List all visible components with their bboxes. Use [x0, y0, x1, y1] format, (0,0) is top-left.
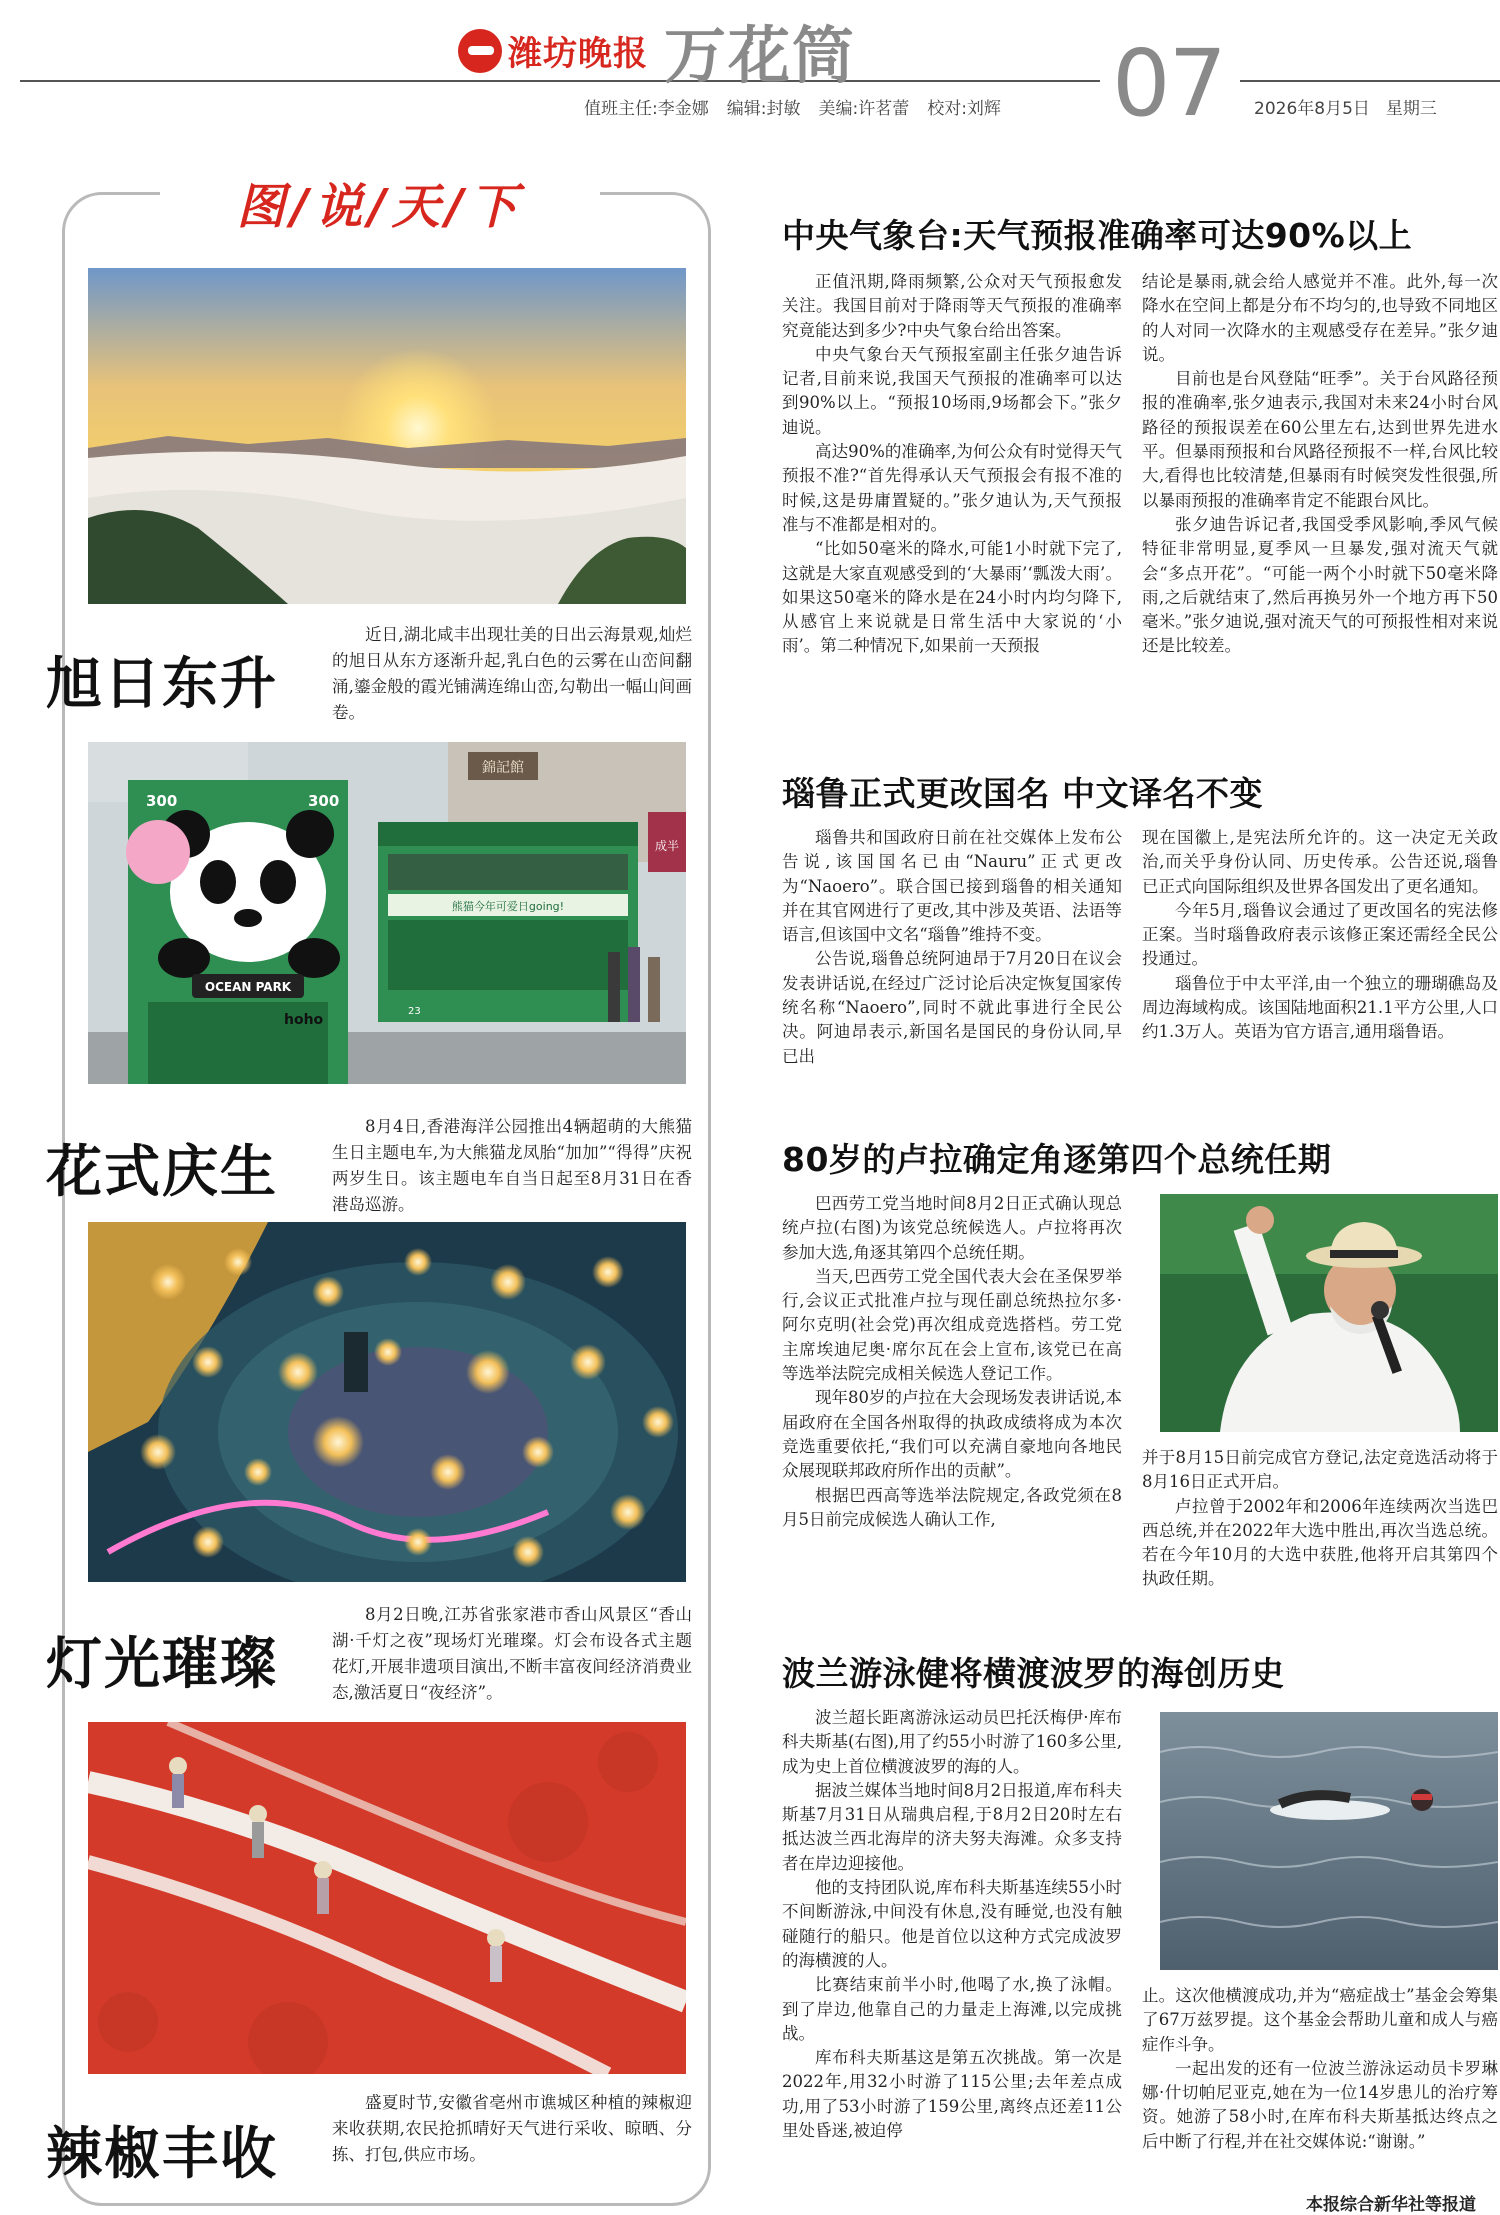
article-paragraph: 今年5月,瑙鲁议会通过了更改国名的宪法修正案。当时瑙鲁政府表示该修正案还需经全民公投通过。 [1142, 900, 1498, 969]
masthead-rule-right [1240, 80, 1500, 82]
issue-date [1254, 94, 1453, 119]
section-name: 万花筒 [664, 19, 857, 92]
article-paragraph: 波兰超长距离游泳运动员巴托沃梅伊·库布科夫斯基(右图),用了约55小时游了160多公里,成为史上首位横渡波罗的海的人。 [782, 1708, 1122, 1776]
article-swim-col1 [782, 1706, 1122, 2186]
photo-sunrise-title: 旭日东升 [46, 651, 278, 717]
shop-sign: 錦記館 [482, 760, 524, 776]
tram-sign-small: hoho [284, 1012, 324, 1028]
article-paragraph: 据波兰媒体当地时间8月2日报道,库布科夫斯基7月31日从瑞典启程,于8月2日20时左右抵达波兰西北海岸的济夫努夫海滩。众多支持者在岸边迎接他。 [782, 1780, 1122, 1873]
credit-duty-editor: 值班主任:李金娜 [584, 99, 709, 119]
article-weather-title: 中央气象台:天气预报准确率可达90%以上 [782, 216, 1413, 255]
article-nauru-col2 [1142, 826, 1498, 1096]
article-paragraph: 张夕迪告诉记者,我国受季风影响,季风气候特征非常明显,夏季风一旦暴发,强对流天气就会“多点开花”。“可能一两个小时就下50毫米降雨,之后就结束了,然后再换另外一个地方再下50毫米。”张夕迪说,强对流天气的可预报性相对来说还是比较差。 [1142, 514, 1498, 656]
article-paragraph: 公告说,瑙鲁总统阿迪昂于7月20日在议会发表讲话说,在经过广泛讨论后决定恢复国家传统名称“Naoero”,同时不就此事进行全民公决。阿迪昂表示,新国名是国民的身份认同,早已出 [782, 949, 1122, 1066]
issue-weekday: 星期三 [1385, 99, 1437, 119]
article-lula-col2 [1142, 1446, 1498, 1610]
masthead-rule [20, 80, 1100, 82]
photo-chili-harvest-caption: 盛夏时节,安徽省亳州市谯城区种植的辣椒迎来收获期,农民抢抓晴好天气进行采收、晾晒、分拣、打包,供应市场。 [332, 2093, 692, 2164]
tram-number-label: 300 [146, 792, 178, 810]
article-paragraph: 中央气象台天气预报室副主任张夕迪告诉记者,目前来说,我国天气预报的准确率可以达到90%以上。“预报10场雨,9场都会下。”张夕迪说。 [782, 344, 1122, 437]
tram2-number: 23 [408, 1006, 421, 1017]
article-nauru-col1 [782, 826, 1122, 1096]
source-note: 本报综合新华社等报道 [1306, 2195, 1476, 2215]
article-paragraph: 比赛结束前半小时,他喝了水,换了泳帽。到了岸边,他靠自己的力量走上海滩,以完成挑战。 [782, 1975, 1122, 2043]
article-paragraph: 一起出发的还有一位波兰游泳运动员卡罗琳娜·什切帕尼亚克,她在为一位14岁患儿的治疗筹资。她游了58小时,在库布科夫斯基抵达终点之后中断了行程,并在社交媒体说:“谢谢。” [1142, 2058, 1498, 2151]
article-lula-title: 80岁的卢拉确定角逐第四个总统任期 [782, 1140, 1332, 1179]
photo-sunrise-caption: 近日,湖北咸丰出现壮美的日出云海景观,灿烂的旭日从东方逐渐升起,乳白色的云雾在山峦间翻涌,鎏金般的霞光铺满连绵山峦,勾勒出一幅山间画卷。 [332, 625, 692, 722]
article-paragraph: 根据巴西高等选举法院规定,各政党须在8月5日前完成候选人确认工作, [782, 1485, 1122, 1529]
photo-lula [1160, 1194, 1498, 1432]
article-swim-title: 波兰游泳健将横渡波罗的海创历史 [782, 1654, 1285, 1693]
article-paragraph: 现在国徽上,是宪法所允许的。这一决定无关政治,而关乎身份认同、历史传承。公告还说,瑙鲁已正式向国际组织及世界各国发出了更名通知。 [1142, 828, 1498, 896]
article-paragraph: 当天,巴西劳工党全国代表大会在圣保罗举行,会议正式批准卢拉与现任副总统热拉尔多·阿尔克明(社会党)再次组成竞选搭档。劳工党主席埃迪尼奥·席尔瓦在会上宣布,该党已在高等选举法院完成相关候选人登记工作。 [782, 1266, 1122, 1384]
article-paragraph: 巴西劳工党当地时间8月2日正式确认现总统卢拉(右图)为该党总统候选人。卢拉将再次参加大选,角逐其第四个总统任期。 [782, 1194, 1122, 1262]
tram-side-banner: 熊猫今年可爱日going! [451, 900, 565, 913]
article-paragraph: 卢拉曾于2002年和2006年连续两次当选巴西总统,并在2022年大选中胜出,再次当选总统。若在今年10月的大选中获胜,他将开启其第四个执政任期。 [1142, 1496, 1498, 1589]
article-paragraph: 正值汛期,降雨频繁,公众对天气预报愈发关注。我国目前对于降雨等天气预报的准确率究竟能达到多少?中央气象台给出答案。 [782, 272, 1122, 340]
editor-credits [584, 94, 1019, 119]
photo-lantern-festival-caption: 8月2日晚,江苏省张家港市香山风景区“香山湖·千灯之夜”现场灯光璀璨。灯会布设各式主题花灯,开展非遗项目演出,不断丰富夜间经济消费业态,激活夏日“夜经济”。 [332, 1605, 692, 1702]
article-paragraph: 库布科夫斯基这是第五次挑战。第一次是2022年,用32小时游了115公里;去年差点成功,用了53小时游了159公里,离终点还差11公里处昏迷,被迫停 [782, 2048, 1122, 2141]
newspaper-name: 潍坊晚报 [508, 34, 648, 74]
photo-panda-tram-caption: 8月4日,香港海洋公园推出4辆超萌的大熊猫生日主题电车,为大熊猫龙凤胎“加加”“得得”庆祝两岁生日。该主题电车自当日起至8月31日在香港岛巡游。 [332, 1117, 692, 1214]
photo-chili-harvest [88, 1722, 686, 2074]
photo-panda-tram [88, 742, 686, 1084]
article-nauru-title: 瑙鲁正式更改国名 中文译名不变 [782, 774, 1263, 813]
article-paragraph: 瑙鲁位于中太平洋,由一个独立的珊瑚礁岛及周边海域构成。该国陆地面积21.1平方公里,人口约1.3万人。英语为官方语言,通用瑙鲁语。 [1142, 973, 1498, 1042]
article-paragraph: 目前也是台风登陆“旺季”。关于台风路径预报的准确率,张夕迪表示,我国对未来24小时台风路径的预报误差在60公里左右,达到世界先进水平。但暴雨预报和台风路径预报不一样,台风比较大,看得也比较清楚,但暴雨有时候突发性很强,所以暴雨预报的准确率肯定不能跟台风比。 [1142, 369, 1498, 510]
article-paragraph: “比如50毫米的降水,可能1小时就下完了,这就是大家直观感受到的‘大暴雨’‘瓢泼大雨’。如果这50毫米的降水是在24小时内均匀降下,从感官上来说就是日常生活中大家说的‘小雨’。第二种情况下,如果前一天预报 [782, 539, 1122, 656]
right-shop-sign: 成半 [654, 839, 680, 853]
photo-swimmer [1160, 1712, 1498, 1970]
photo-lantern-festival-title: 灯光璀璨 [46, 1631, 278, 1697]
article-weather-col1 [782, 270, 1122, 740]
page-number: 07 [1112, 30, 1226, 137]
newspaper-logo-icon [458, 29, 502, 73]
issue-date-text: 2026年8月5日 [1254, 99, 1370, 119]
photo-panda-tram-title: 花式庆生 [46, 1139, 278, 1205]
photo-panel-title: 图/说/天/下 [236, 179, 524, 235]
article-weather-col2 [1142, 270, 1498, 740]
article-paragraph: 止。这次他横渡成功,并为“癌症战士”基金会筹集了67万兹罗提。这个基金会帮助儿童和成人与癌症作斗争。 [1142, 1986, 1498, 2054]
tram-sign: OCEAN PARK [204, 980, 292, 994]
article-swim-col2 [1142, 1984, 1498, 2186]
tram-number-label-right: 300 [308, 792, 340, 810]
article-paragraph: 高达90%的准确率,为何公众有时觉得天气预报不准?“首先得承认天气预报会有报不准的时候,这是毋庸置疑的。”张夕迪认为,天气预报准与不准都是相对的。 [782, 442, 1122, 534]
newspaper-brand [458, 26, 648, 75]
article-paragraph: 现年80岁的卢拉在大会现场发表讲话说,本届政府在全国各州取得的执政成绩将成为本次竞选重要依托,“我们可以充满自豪地向各地民众展现联邦政府所作出的贡献”。 [782, 1388, 1122, 1481]
article-paragraph: 并于8月15日前完成官方登记,法定竞选活动将于8月16日正式开启。 [1142, 1448, 1498, 1492]
article-paragraph: 他的支持团队说,库布科夫斯基连续55小时不间断游泳,中间没有休息,没有睡觉,也没有触碰随行的船只。他是首位以这种方式完成波罗的海横渡的人。 [782, 1878, 1122, 1970]
credit-art-editor: 美编:许茗蕾 [818, 99, 910, 119]
credit-editor: 编辑:封敏 [726, 99, 801, 119]
credit-proofreader: 校对:刘辉 [927, 99, 1001, 119]
photo-lantern-festival [88, 1222, 686, 1582]
article-paragraph: 瑙鲁共和国政府日前在社交媒体上发布公告说,该国国名已由“Nauru”正式更改为“Naoero”。联合国已接到瑙鲁的相关通知并在其官网进行了更改,其中涉及英语、法语等语言,但该国中文名“瑙鲁”维持不变。 [782, 828, 1122, 945]
article-paragraph: 结论是暴雨,就会给人感觉并不准。此外,每一次降水在空间上都是分布不均匀的,也导致不同地区的人对同一次降水的主观感受存在差异。”张夕迪说。 [1142, 272, 1498, 364]
article-lula-col1 [782, 1192, 1122, 1610]
photo-chili-harvest-title: 辣椒丰收 [46, 2121, 278, 2187]
photo-sunrise [88, 268, 686, 604]
